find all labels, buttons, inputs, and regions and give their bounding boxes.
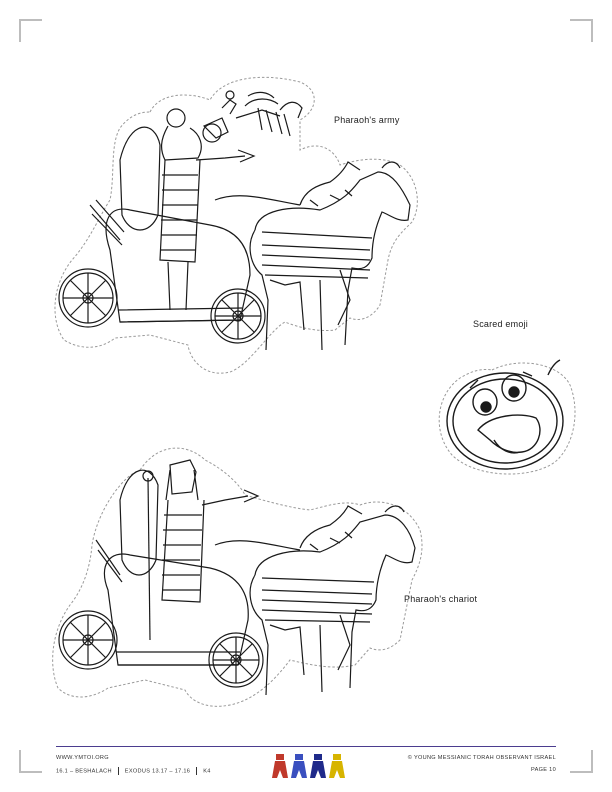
logo-figure [310, 754, 326, 778]
logo-figure [272, 754, 288, 778]
label-scared-emoji: Scared emoji [473, 319, 528, 329]
footer-lesson: 16.1 – BESHALACH [56, 768, 112, 775]
footer-page-number: PAGE 10 [530, 767, 556, 773]
footer-level: K4 [203, 768, 211, 775]
footer-copyright: © YOUNG MESSIANIC TORAH OBSERVANT ISRAEL [407, 755, 556, 761]
logo-figure [291, 754, 307, 778]
label-pharaohs-chariot: Pharaoh's chariot [404, 594, 478, 604]
logo-figure [329, 754, 345, 778]
footer-website[interactable]: WWW.YMTOI.ORG [56, 755, 109, 761]
footer-reference: EXODUS 13.17 – 17.16 [124, 768, 191, 775]
label-pharaohs-army: Pharaoh's army [334, 115, 400, 125]
